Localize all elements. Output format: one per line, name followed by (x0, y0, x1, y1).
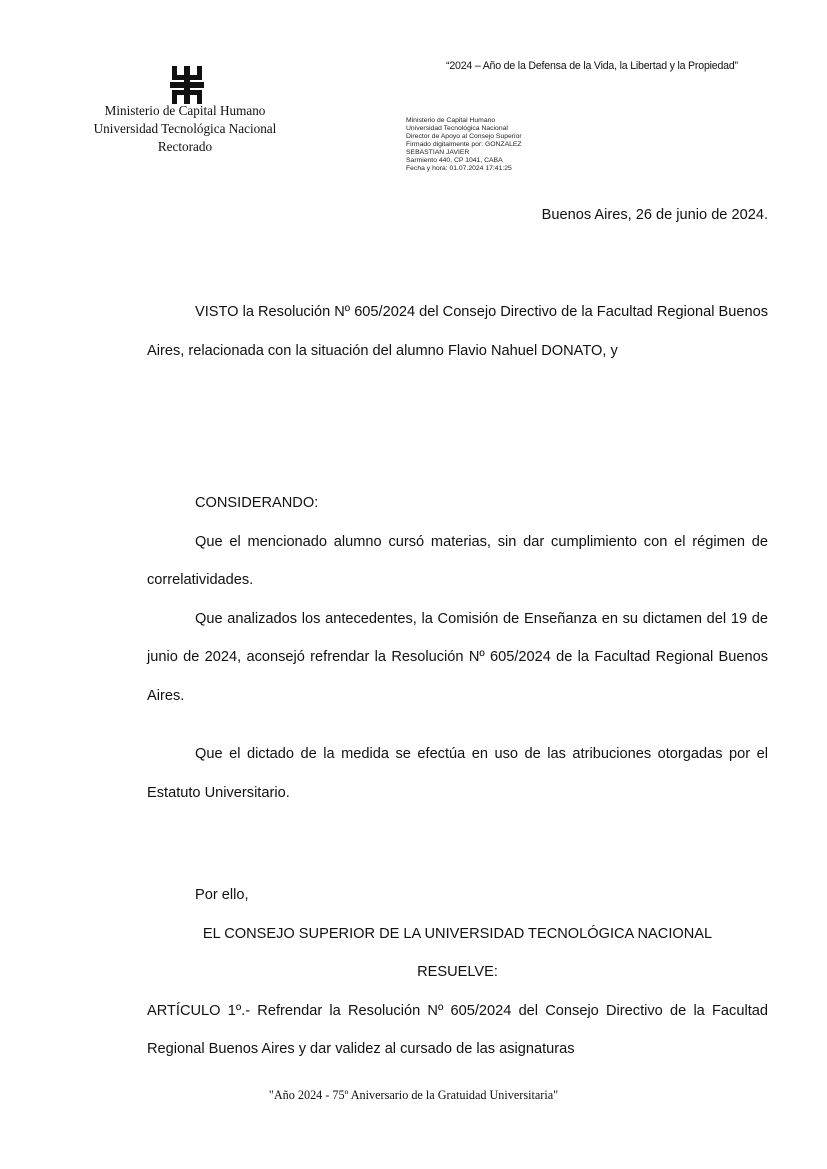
por-ello: Por ello, (195, 887, 249, 903)
considerando-paragraph: Que el mencionado alumno cursó materias, sin dar cumplimiento con el régimen de correlatividades. (147, 533, 768, 588)
signature-line: Fecha y hora: 01.07.2024 17:41:25 (406, 165, 512, 172)
signature-line: Director de Apoyo al Consejo Superior (406, 133, 522, 140)
institution-office: Rectorado (157, 139, 213, 154)
considerando-paragraph: Que analizados los antecedentes, la Comisión de Enseñanza en su dictamen del 19 de junio de 2024, aconsejó refrendar la Resolución Nº 605/2024 de la Facultad Regional Buenos Aires. (147, 610, 768, 704)
council-name: EL CONSEJO SUPERIOR DE LA UNIVERSIDAD TECNOLÓGICA NACIONAL (202, 925, 713, 942)
institution-university: Universidad Tecnológica Nacional (93, 121, 277, 136)
signature-line: Ministerio de Capital Humano (406, 117, 496, 124)
signature-line: Universidad Tecnológica Nacional (406, 125, 508, 132)
considerando-section (147, 484, 768, 715)
considerando-section-cont (147, 735, 768, 812)
resuelve-heading: RESUELVE: (417, 964, 498, 980)
visto-paragraph: VISTO la Resolución Nº 605/2024 del Consejo Directivo de la Facultad Regional Buenos Aires, relacionada con la situación del alumno Flavio Nahuel DONATO, y (147, 304, 768, 359)
considerando-heading: CONSIDERANDO: (195, 495, 319, 511)
institution-block (60, 102, 310, 156)
articulo-1: ARTÍCULO 1º.- Refrendar la Resolución Nº 605/2024 del Consejo Directivo de la Facultad Regional Buenos Aires y dar validez al cursado de las asignaturas (147, 1002, 768, 1057)
signature-line: SEBASTIAN JAVIER (406, 149, 470, 156)
signature-line: Firmado digitalmente por: GONZALEZ (406, 141, 522, 148)
footer-text: "Año 2024 - 75º Aniversario de la Gratuidad Universitaria" (268, 1088, 559, 1102)
considerando-paragraph: Que el dictado de la medida se efectúa en uso de las atribuciones otorgadas por el Estatuto Universitario. (147, 746, 768, 801)
document-date: Buenos Aires, 26 de junio de 2024. (541, 207, 768, 223)
utn-logo-icon (170, 66, 204, 104)
resolution-section (147, 876, 768, 1069)
institution-ministry: Ministerio de Capital Humano (104, 103, 266, 118)
visto-section (147, 293, 768, 370)
header-motto: “2024 – Año de la Defensa de la Vida, la Libertad y la Propiedad” (446, 60, 738, 72)
digital-signature-block (406, 117, 522, 173)
signature-line: Sarmiento 440, CP 1041, CABA (406, 157, 503, 164)
